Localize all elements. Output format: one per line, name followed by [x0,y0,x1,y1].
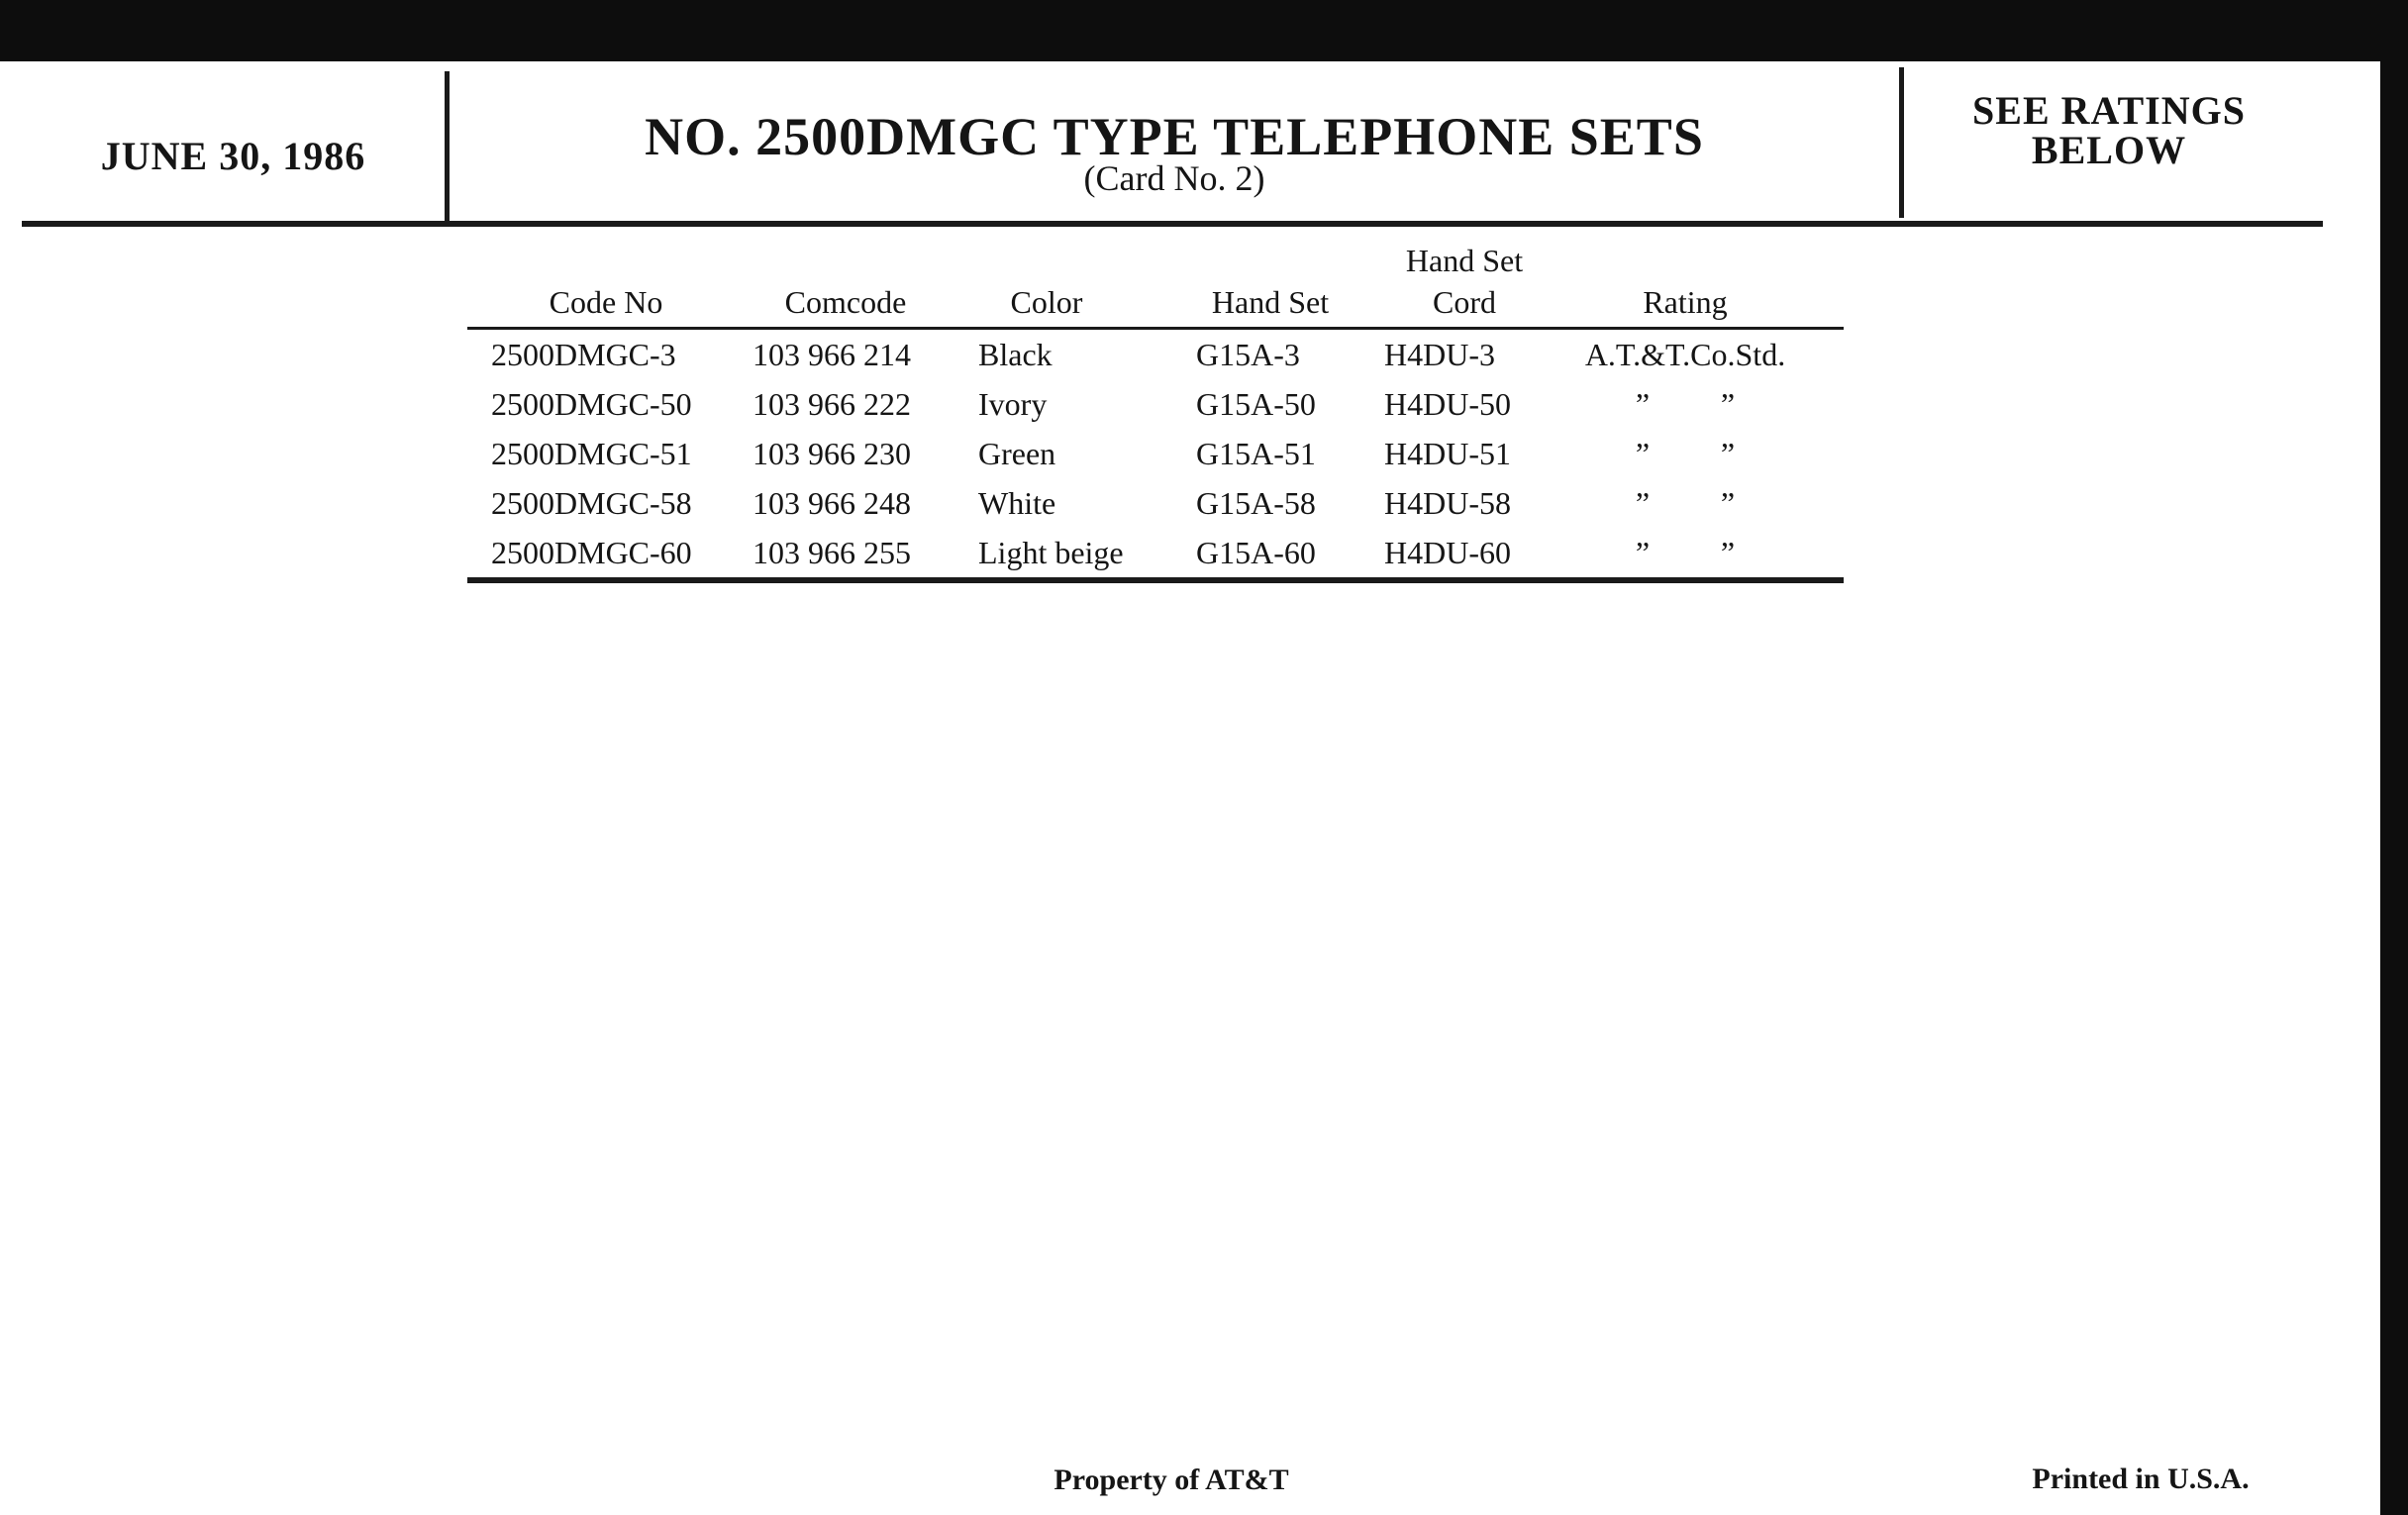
column-header-label: Code No [549,284,663,320]
cell-comcode: 103 966 222 [752,386,911,422]
column-header-label: Hand Set [1211,284,1330,320]
footer-property: Property of AT&T [1054,1464,1289,1496]
cell-color: Green [978,436,1056,471]
cell-code-no: 2500DMGC-60 [491,535,692,570]
ditto-mark: ” [1635,535,1651,570]
cell-comcode: 103 966 248 [752,485,911,521]
table-row [467,379,1844,429]
cell-rating [1580,478,1790,528]
card-title: NO. 2500DMGC TYPE TELEPHONE SETS [645,107,1704,166]
cell-comcode: 103 966 255 [752,535,911,570]
cell-rating [1580,429,1790,478]
cell-rating: A.T.&T.Co.Std. [1584,337,1786,372]
cell-rating [1580,528,1790,577]
cell-color: White [978,485,1056,521]
cell-hand-set-cord: H4DU-3 [1384,337,1495,372]
ditto-mark: ” [1720,436,1736,471]
table-row [467,429,1844,478]
cell-comcode: 103 966 230 [752,436,911,471]
table-row [467,478,1844,528]
telephone-sets-table [467,234,1844,583]
column-header-code-no [507,281,705,323]
rating-note-line1: SEE RATINGS [1972,88,2246,133]
column-header-label-line1: Hand Set [1405,243,1524,278]
header-rule [22,221,2323,227]
cell-color: Black [978,337,1053,372]
cell-hand-set: G15A-51 [1196,436,1316,471]
table-body [467,330,1844,583]
footer-printed: Printed in U.S.A. [2032,1463,2250,1495]
ditto-mark: ” [1720,535,1736,570]
rating-note [1904,88,2314,172]
cell-color: Light beige [978,535,1124,570]
ditto-mark: ” [1635,485,1651,521]
column-header-hand-set-cord [1370,240,1558,323]
ditto-mark: ” [1635,436,1651,471]
scan-border [2380,0,2408,1515]
ditto-mark: ” [1720,485,1736,521]
table-header [467,234,1844,330]
ditto-mark: ” [1635,386,1651,422]
column-header-label: Comcode [784,284,907,320]
card-date: JUNE 30, 1986 [100,134,366,178]
table-row [467,330,1844,379]
cell-code-no: 2500DMGC-51 [491,436,692,471]
cell-hand-set: G15A-58 [1196,485,1316,521]
cell-color: Ivory [978,386,1048,422]
cell-hand-set: G15A-60 [1196,535,1316,570]
table-row [467,528,1844,577]
column-header-comcode [727,281,964,323]
column-header-rating [1580,281,1790,323]
column-header-color [962,281,1131,323]
cell-rating [1580,379,1790,429]
column-header-hand-set [1176,281,1364,323]
ditto-mark: ” [1720,386,1736,422]
card-subtitle: (Card No. 2) [1083,158,1265,198]
column-header-label: Cord [1433,284,1496,320]
cell-comcode: 103 966 214 [752,337,911,372]
cell-code-no: 2500DMGC-58 [491,485,692,521]
cell-hand-set: G15A-50 [1196,386,1316,422]
cell-hand-set-cord: H4DU-50 [1384,386,1511,422]
column-header-label: Rating [1643,284,1728,320]
cell-hand-set: G15A-3 [1196,337,1300,372]
cell-hand-set-cord: H4DU-58 [1384,485,1511,521]
cell-hand-set-cord: H4DU-60 [1384,535,1511,570]
cell-hand-set-cord: H4DU-51 [1384,436,1511,471]
cell-code-no: 2500DMGC-3 [491,337,676,372]
cell-code-no: 2500DMGC-50 [491,386,692,422]
rating-note-line2: BELOW [2031,128,2187,172]
column-header-label: Color [1010,284,1083,320]
